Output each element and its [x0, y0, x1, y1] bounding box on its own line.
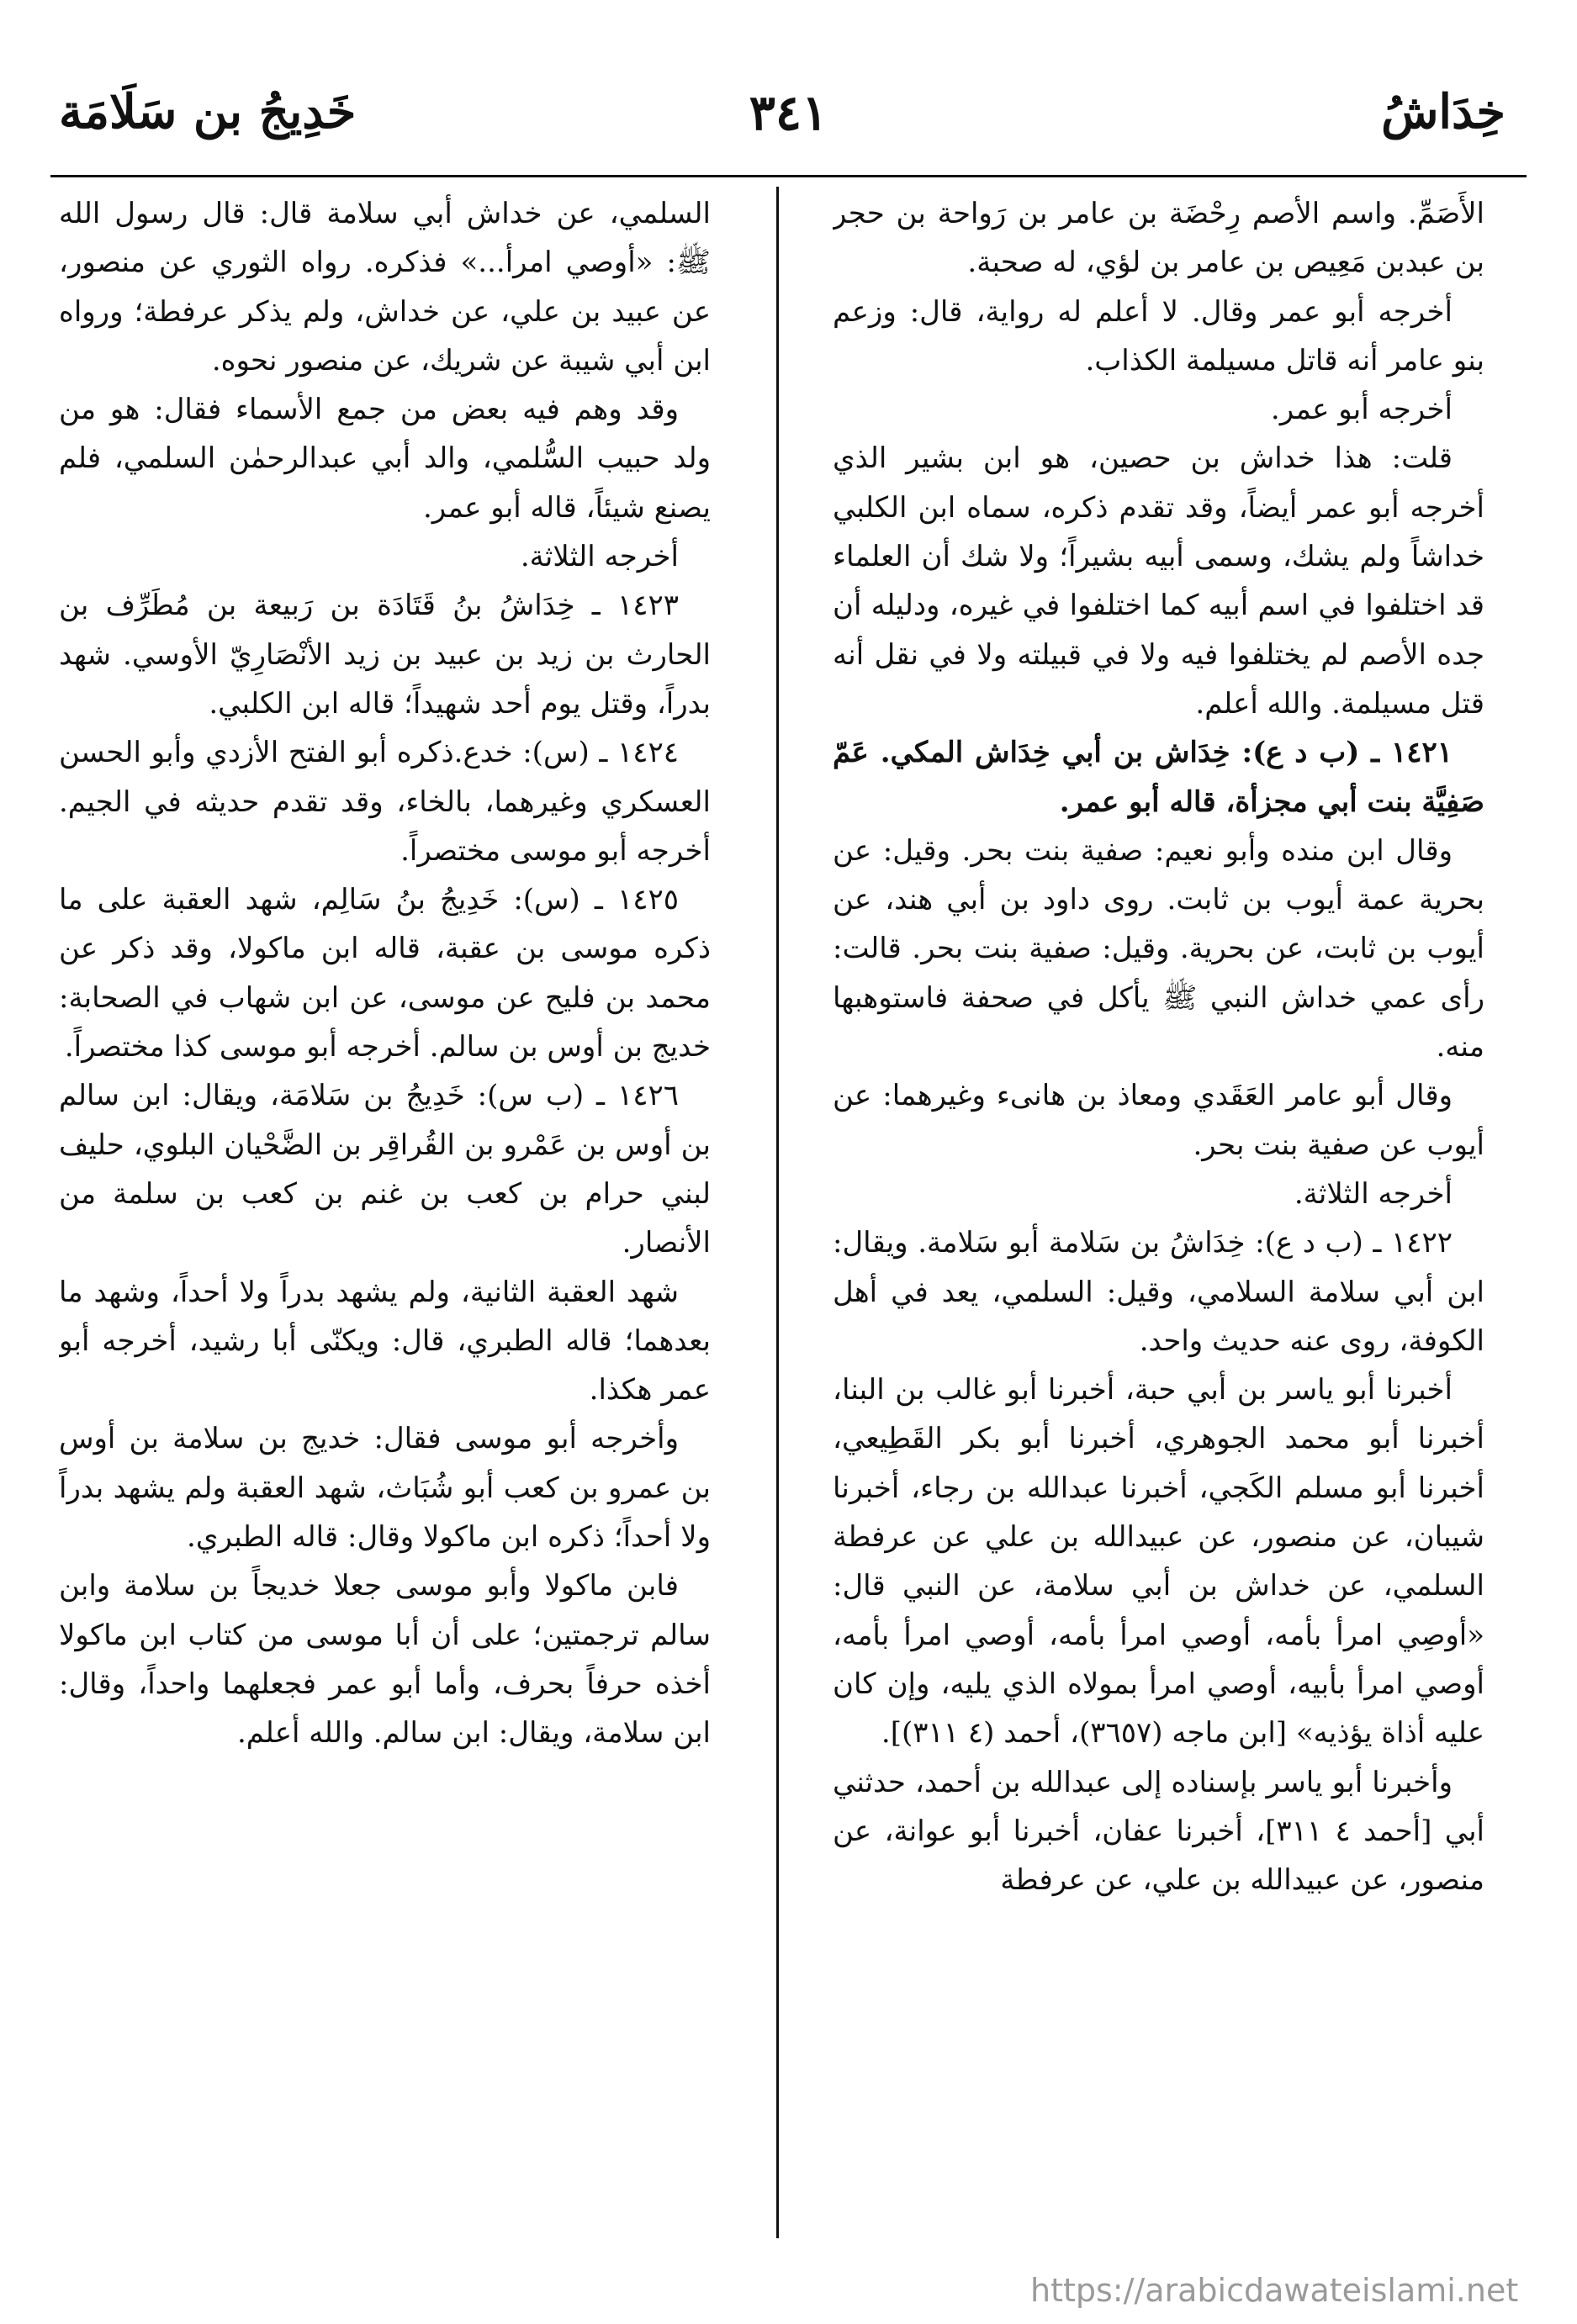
- paragraph: أخرجه الثلاثة.: [520, 540, 679, 574]
- entry-1421: ١٤٢١ ـ (ب د ع): خِدَاش بن أبي خِدَاش المكي. عَمّ صَفِيَّة بنت أبي مجزأة، قاله أبو عمر.: [833, 736, 1484, 819]
- paragraph: الأَصَمِّ. واسم الأصم رِحْضَة بن عامر بن رَواحة بن حجر بن عبدبن مَعِيص بن عامر بن لؤي، له صحبة.: [833, 197, 1484, 280]
- header-right-title: خِدَاشُ: [1381, 84, 1506, 140]
- entry-1424: ١٤٢٤ ـ (س): خدع.ذكره أبو الفتح الأزدي وأبو الحسن العسكري وغيرهما، بالخاء، وقد تقدم حديثه في الجيم. أخرجه أبو موسى مختصراً.: [59, 736, 711, 868]
- left-column: [59, 189, 711, 2241]
- column-divider: [776, 187, 779, 2238]
- paragraph: أخرجه أبو عمر وقال. لا أعلم له رواية، قال: وزعم بنو عامر أنه قاتل مسيلمة الكذاب.: [833, 294, 1484, 378]
- paragraph: وقال ابن منده وأبو نعيم: صفية بنت بحر. وقيل: عن بحرية عمة أيوب بن ثابت. روى داود بن أبي هند، عن أيوب بن ثابت، عن بحرية. وقيل: صفية بنت بحر. قالت: رأى عمي خداش النبي ﷺ يأكل في صحفة فاستوهبها منه.: [833, 833, 1484, 1064]
- paragraph: فابن ماكولا وأبو موسى جعلا خديجاً بن سلامة وابن سالم ترجمتين؛ على أن أبا موسى من كتاب ابن ماكولا أخذه حرفاً بحرف، وأما أبو عمر فجعلهما واحداً، وقال: ابن سلامة، ويقال: ابن سالم. والله أعلم.: [59, 1569, 711, 1751]
- page-number: ٣٤١: [749, 84, 828, 141]
- paragraph: شهد العقبة الثانية، ولم يشهد بدراً ولا أحداً، وشهد ما بعدهما؛ قاله الطبري، قال: ويكنّى أبا رشيد، أخرجه أبو عمر هكذا.: [59, 1275, 711, 1408]
- paragraph: وقال أبو عامر العَقَدي ومعاذ بن هانىء وغيرهما: عن أيوب عن صفية بنت بحر.: [833, 1079, 1484, 1162]
- paragraph: السلمي، عن خداش أبي سلامة قال: قال رسول الله ﷺ: «أوصي امرأ...» فذكره. رواه الثوري عن منصور، عن عبيد بن علي، عن خداش، ولم يذكر عرفطة؛ ورواه ابن أبي شيبة عن شريك، عن منصور نحوه.: [59, 197, 711, 378]
- paragraph: وقد وهم فيه بعض من جمع الأسماء فقال: هو من ولد حبيب السُّلمي، والد أبي عبدالرحمٰن السلمي، فلم يصنع شيئاً، قاله أبو عمر.: [59, 393, 711, 525]
- entry-1425: ١٤٢٥ ـ (س): خَدِيجُ بنُ سَالِم، شهد العقبة على ما ذكره موسى بن عقبة، قاله ابن ماكولا، وقد ذكر عن محمد بن فليح عن موسى، عن ابن شهاب في الصحابة: خديج بن أوس بن سالم. أخرجه أبو موسى كذا مختصراً.: [59, 883, 711, 1064]
- entry-1426: ١٤٢٦ ـ (ب س): خَدِيجُ بن سَلامَة، ويقال: ابن سالم بن أوس بن عَمْرو بن القُراقِر بن الضَّحْيان البلوي، حليف لبني حرام بن كعب بن غنم بن كعب بن سلمة من الأنصار.: [59, 1079, 711, 1260]
- paragraph: وأخرجه أبو موسى فقال: خديج بن سلامة بن أوس بن عمرو بن كعب أبو شُبَاث، شهد العقبة ولم يشهد بدراً ولا أحداً؛ ذكره ابن ماكولا وقال: قاله الطبري.: [59, 1422, 711, 1555]
- paragraph: وأخبرنا أبو ياسر بإسناده إلى عبدالله بن أحمد، حدثني أبي [أحمد ٤ ٣١١]، أخبرنا عفان، أخبرنا أبو عوانة، عن منصور، عن عبيدالله بن علي، عن عرفطة: [833, 1765, 1484, 1898]
- header-rule: [50, 175, 1527, 177]
- entry-1422: ١٤٢٢ ـ (ب د ع): خِدَاشُ بن سَلامة أبو سَلامة. ويقال: ابن أبي سلامة السلامي، وقيل: السلمي، يعد في أهل الكوفة، روى عنه حديث واحد.: [833, 1226, 1484, 1358]
- paragraph: قلت: هذا خداش بن حصين، هو ابن بشير الذي أخرجه أبو عمر أيضاً، وقد تقدم ذكره، سماه ابن الكلبي خداشاً ولم يشك، وسمى أبيه بشيراً؛ ولا شك أن العلماء قد اختلفوا في اسم أبيه كما اختلفوا في غيره، ودليله أن جده الأصم لم يختلفوا فيه ولا في قبيلته ولا في نقل أنه قتل مسيلمة. والله أعلم.: [833, 441, 1484, 721]
- header-left-title: خَدِيجُ بن سَلَامَة: [59, 84, 357, 140]
- paragraph: أخبرنا أبو ياسر بن أبي حبة، أخبرنا أبو غالب بن البنا، أخبرنا أبو محمد الجوهري، أخبرنا أبو بكر القَطِيعي، أخبرنا أبو مسلم الكَجي، أخبرنا عبدالله بن رجاء، أخبرنا شيبان، عن منصور، عن عبيدالله بن علي عن عرفطة السلمي، عن خداش بن أبي سلامة، عن النبي قال: «أوصِي امرأ بأمه، أوصي امرأ بأمه، أوصي امرأ بأمه، أوصي امرأ بأبيه، أوصي امرأ بمولاه الذي يليه، وإن كان عليه أذاة يؤذيه» [ابن ماجه (٣٦٥٧)، أحمد (٤ ٣١١)].: [833, 1373, 1484, 1751]
- watermark-url: https://arabicdawateislami.net: [1030, 2272, 1519, 2309]
- paragraph: أخرجه أبو عمر.: [1270, 393, 1453, 427]
- entry-1423: ١٤٢٣ ـ خِدَاشُ بنُ قَتَادَة بن رَبيعة بن مُطَرِّف بن الحارث بن زيد بن عبيد بن زيد الأنْصَارِيّ الأوسي. شهد بدراً، وقتل يوم أحد شهيداً؛ قاله ابن الكلبي.: [59, 589, 711, 721]
- paragraph: أخرجه الثلاثة.: [1294, 1176, 1453, 1211]
- right-column: [833, 189, 1484, 2241]
